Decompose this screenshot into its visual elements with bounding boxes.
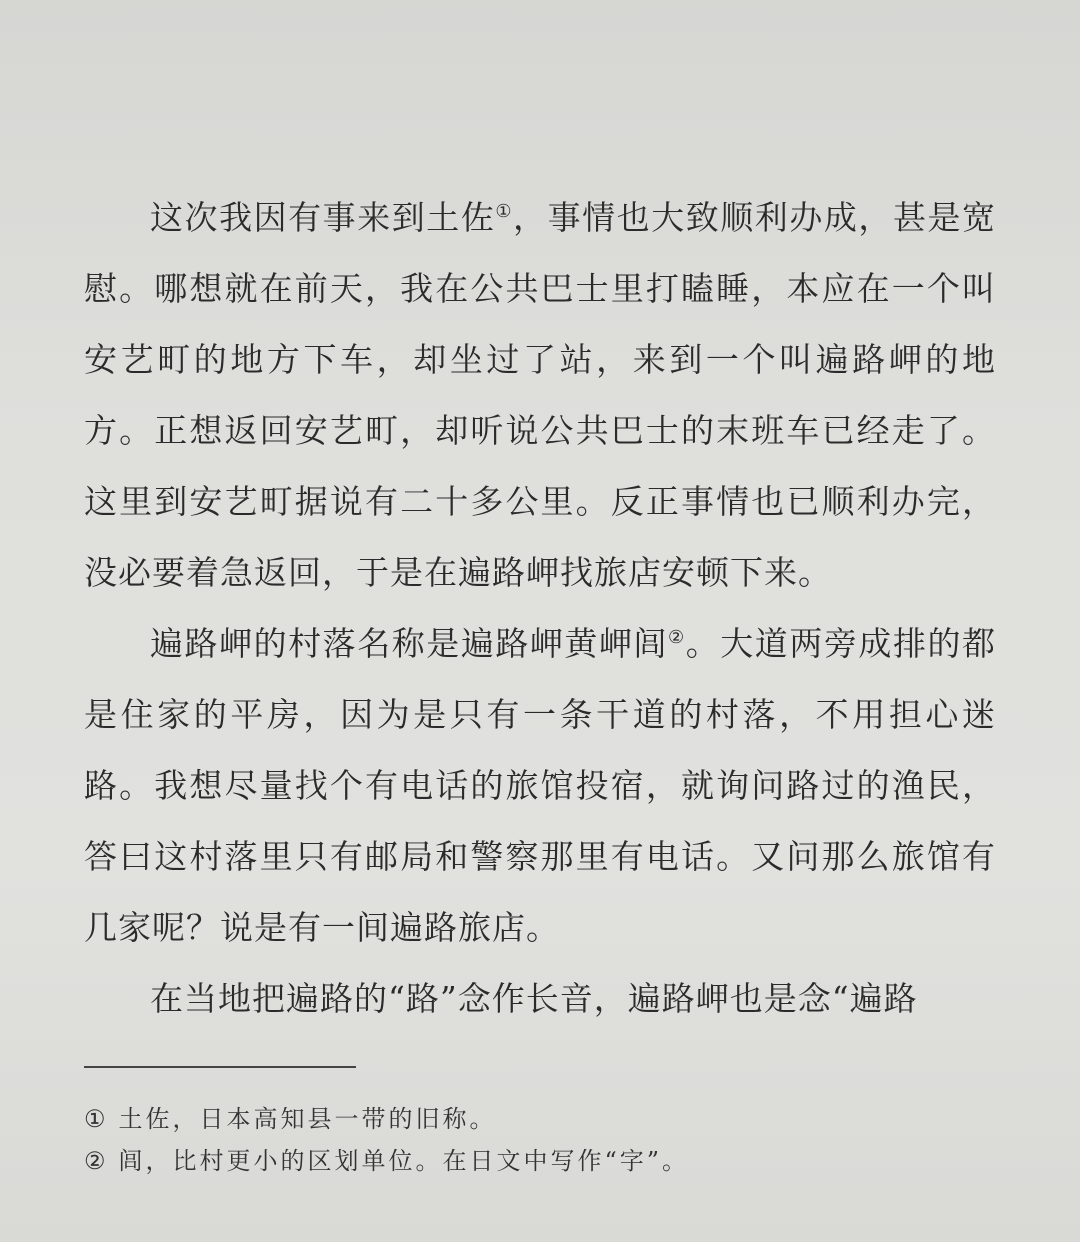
footnote-2	[84, 1140, 984, 1182]
footnote-divider	[84, 1066, 356, 1068]
footnote-1-text: 土佐，日本高知县一带的旧称。	[118, 1105, 497, 1133]
paragraph-3-text: 在当地把遍路的“路”念作长音，遍路岬也是念“遍路	[150, 979, 918, 1018]
footnote-1	[84, 1098, 984, 1140]
paragraph-2-text-b: 。大道两旁成排的都是住家的平房，因为是只有一条干道的村落，不用担心迷路。我想尽量找个有电话的旅馆投宿，就询问路过的渔民，答曰这村落里只有邮局和警察那里有电话。又问那么旅馆有几家呢？说是有一间遍路旅店。	[84, 624, 997, 947]
paragraph-2-text-a: 遍路岬的村落名称是遍路岬黄岬闾	[150, 624, 669, 663]
footnotes	[84, 1098, 984, 1182]
footnote-2-text: 闾，比村更小的区划单位。在日文中写作“字”。	[118, 1147, 690, 1175]
paragraph-3	[84, 963, 996, 1034]
bleed-through-text	[0, 0, 1080, 170]
paragraph-2	[84, 608, 996, 963]
footnote-2-mark: ②	[84, 1147, 109, 1175]
footnote-1-mark: ①	[84, 1105, 109, 1133]
paragraph-1-text-a: 这次我因有事来到土佐	[150, 198, 496, 237]
body-text	[84, 182, 996, 1034]
paragraph-1-text-b: ，事情也大致顺利办成，甚是宽慰。哪想就在前天，我在公共巴士里打瞌睡，本应在一个叫安艺町的地方下车，却坐过了站，来到一个叫遍路岬的地方。正想返回安艺町，却听说公共巴士的末班车已经走了。这里到安艺町据说有二十多公里。反正事情也已顺利办完，没必要着急返回，于是在遍路岬找旅店安顿下来。	[84, 198, 997, 592]
footnote-ref-2: ②	[668, 627, 686, 648]
paragraph-1	[84, 182, 996, 608]
footnote-ref-1: ①	[495, 201, 514, 222]
